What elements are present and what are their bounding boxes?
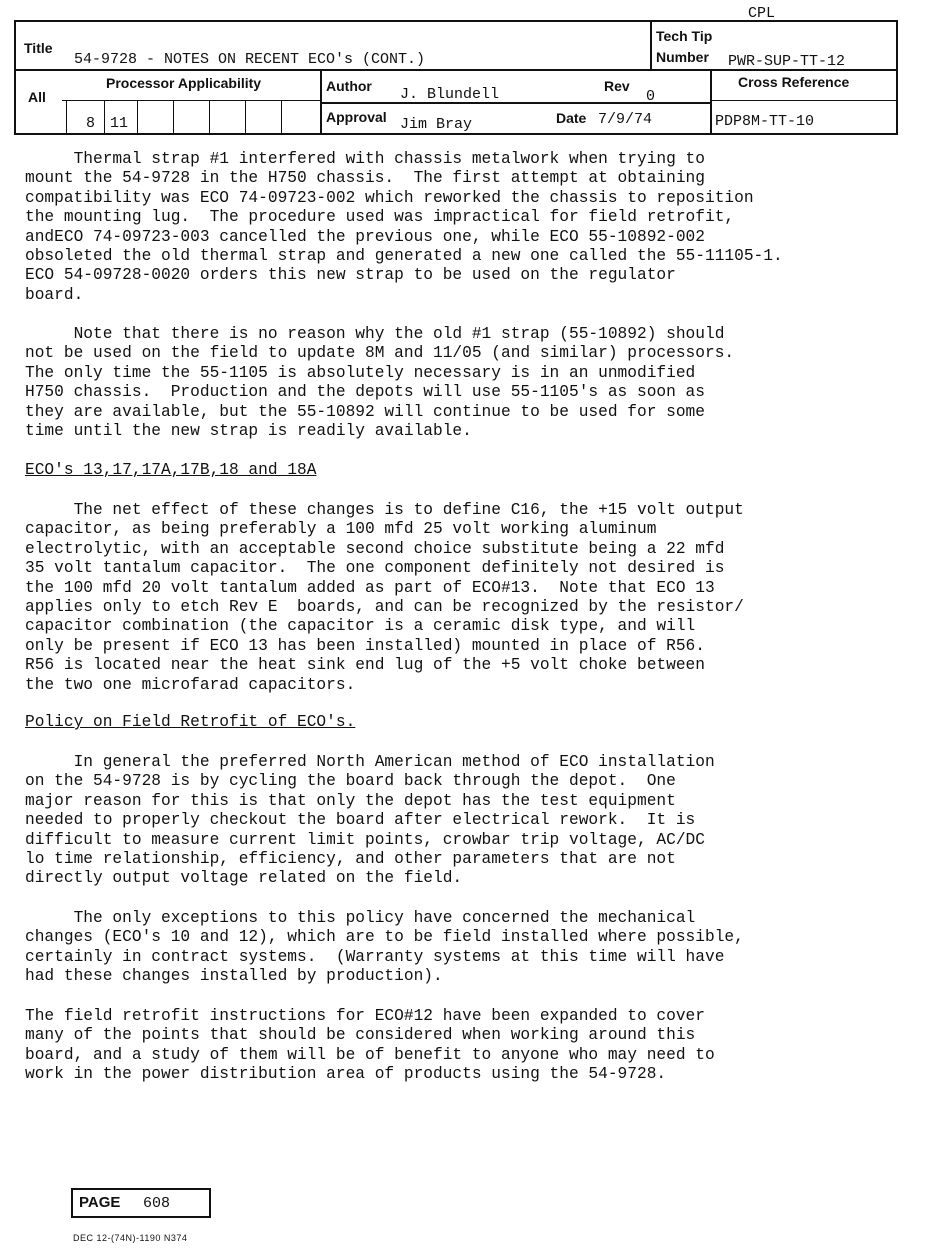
title-label: Title [24,40,53,56]
rev-label: Rev [604,78,630,94]
processor-cell-line [209,100,210,135]
date-value: 7/9/74 [598,111,653,128]
paragraph-exceptions: The only exceptions to this policy have concerned the mechanical changes (ECO's 10 and 12), which are to be field installed where possible, certainly in contract systems. (Warranty systems at this time will have had these changes installed by production). [25,909,744,986]
document-title: 54-9728 - NOTES ON RECENT ECO's (CONT.) [74,51,426,68]
processor-applicability-label: Processor Applicability [106,75,262,91]
header-table [14,20,898,135]
techtip-divider [650,22,652,69]
processor-cell-line [245,100,246,135]
page-label: PAGE [79,1194,121,1211]
processor-cell-line [173,100,174,135]
tech-tip-number: PWR-SUP-TT-12 [728,53,846,70]
paragraph-thermal-strap: Thermal strap #1 interfered with chassis metalwork when trying to mount the 54-9728 in the H750 chassis. The first attempt at obtaining compatibility was ECO 74-09723-002 which reworked the chassis to reposition the mounting lug. The procedure used was impractical for field retrofit, andECO 74-09723-003 cancelled the previous one, while ECO 55-10892-002 obsoleted the old thermal strap and generated a new one called the 55-11105-1. ECO 54-09728-0020 orders this new strap to be used on the regulator board. [25,150,783,304]
paragraph-net-effect: The net effect of these changes is to define C16, the +15 volt output capacitor, as being preferably a 100 mfd 25 volt working aluminum electrolytic, with an acceptable second choice substitute being a 22 mfd 35 volt tantalum capacitor. The one component definitely not desired is the 100 mfd 20 volt tantalum added as part of ECO#13. Note that ECO 13 applies only to etch Rev E boards, and can be recognized by the resistor/ capacitor combination (the capacitor is a ceramic disk type, and will only be present if ECO 13 has been installed) mounted in place of R56. R56 is located near the heat sink end lug of the +5 volt choke between the two one microfarad capacitors. [25,501,744,694]
corner-label: CPL [748,5,776,22]
date-label: Date [556,110,587,126]
approval-label: Approval [326,109,387,125]
paragraph-old-strap-note: Note that there is no reason why the old #1 strap (55-10892) should not be used on the field to update 8M and 11/05 (and similar) processors. The only time the 55-1105 is absolutely necessary is in an unmodified H750 chassis. Production and the depots will use 55-1105's as soon as they are available, but the 55-10892 will continue to be used for some time until the new strap is readily available. [25,325,735,441]
page-number: 608 [143,1195,171,1212]
processor-value: 8 [86,115,96,132]
processor-cell-line [281,100,282,135]
number-label: Number [656,49,709,65]
crossref-left-divider [710,69,712,135]
cross-reference-value: PDP8M-TT-10 [715,113,815,130]
all-label: All [28,89,46,105]
section-heading-policy: Policy on Field Retrofit of ECO's. [25,713,356,731]
page-number-box [71,1188,211,1218]
crossref-divider [710,100,896,101]
section-heading-ecos: ECO's 13,17,17A,17B,18 and 18A [25,461,317,479]
processor-value: 11 [110,115,129,132]
paragraph-field-retrofit: The field retrofit instructions for ECO#12 have been expanded to cover many of the points that should be considered when working around this board, and a study of them will be of benefit to anyone who may need to work in the power distribution area of products using the 54-9728. [25,1007,715,1084]
approval-value: Jim Bray [400,116,473,133]
rev-value: 0 [646,88,656,105]
tech-tip-label: Tech Tip [656,28,713,44]
processor-cell-line [137,100,138,135]
author-left-divider [320,69,322,135]
form-code: DEC 12-(74N)-1190 N374 [73,1233,188,1243]
author-label: Author [326,78,372,94]
cross-reference-label: Cross Reference [738,74,850,90]
paragraph-general-policy: In general the preferred North American method of ECO installation on the 54-9728 is by cycling the board back through the depot. One major reason for this is that only the depot has the test equipment needed to properly checkout the board after electrical rework. It is difficult to measure current limit points, crowbar trip voltage, AC/DC lo time relationship, efficiency, and other parameters that are not directly output voltage related on the field. [25,753,715,888]
author-value: J. Blundell [400,86,500,103]
processor-cell-line [66,100,67,135]
processor-cell-line [104,100,105,135]
